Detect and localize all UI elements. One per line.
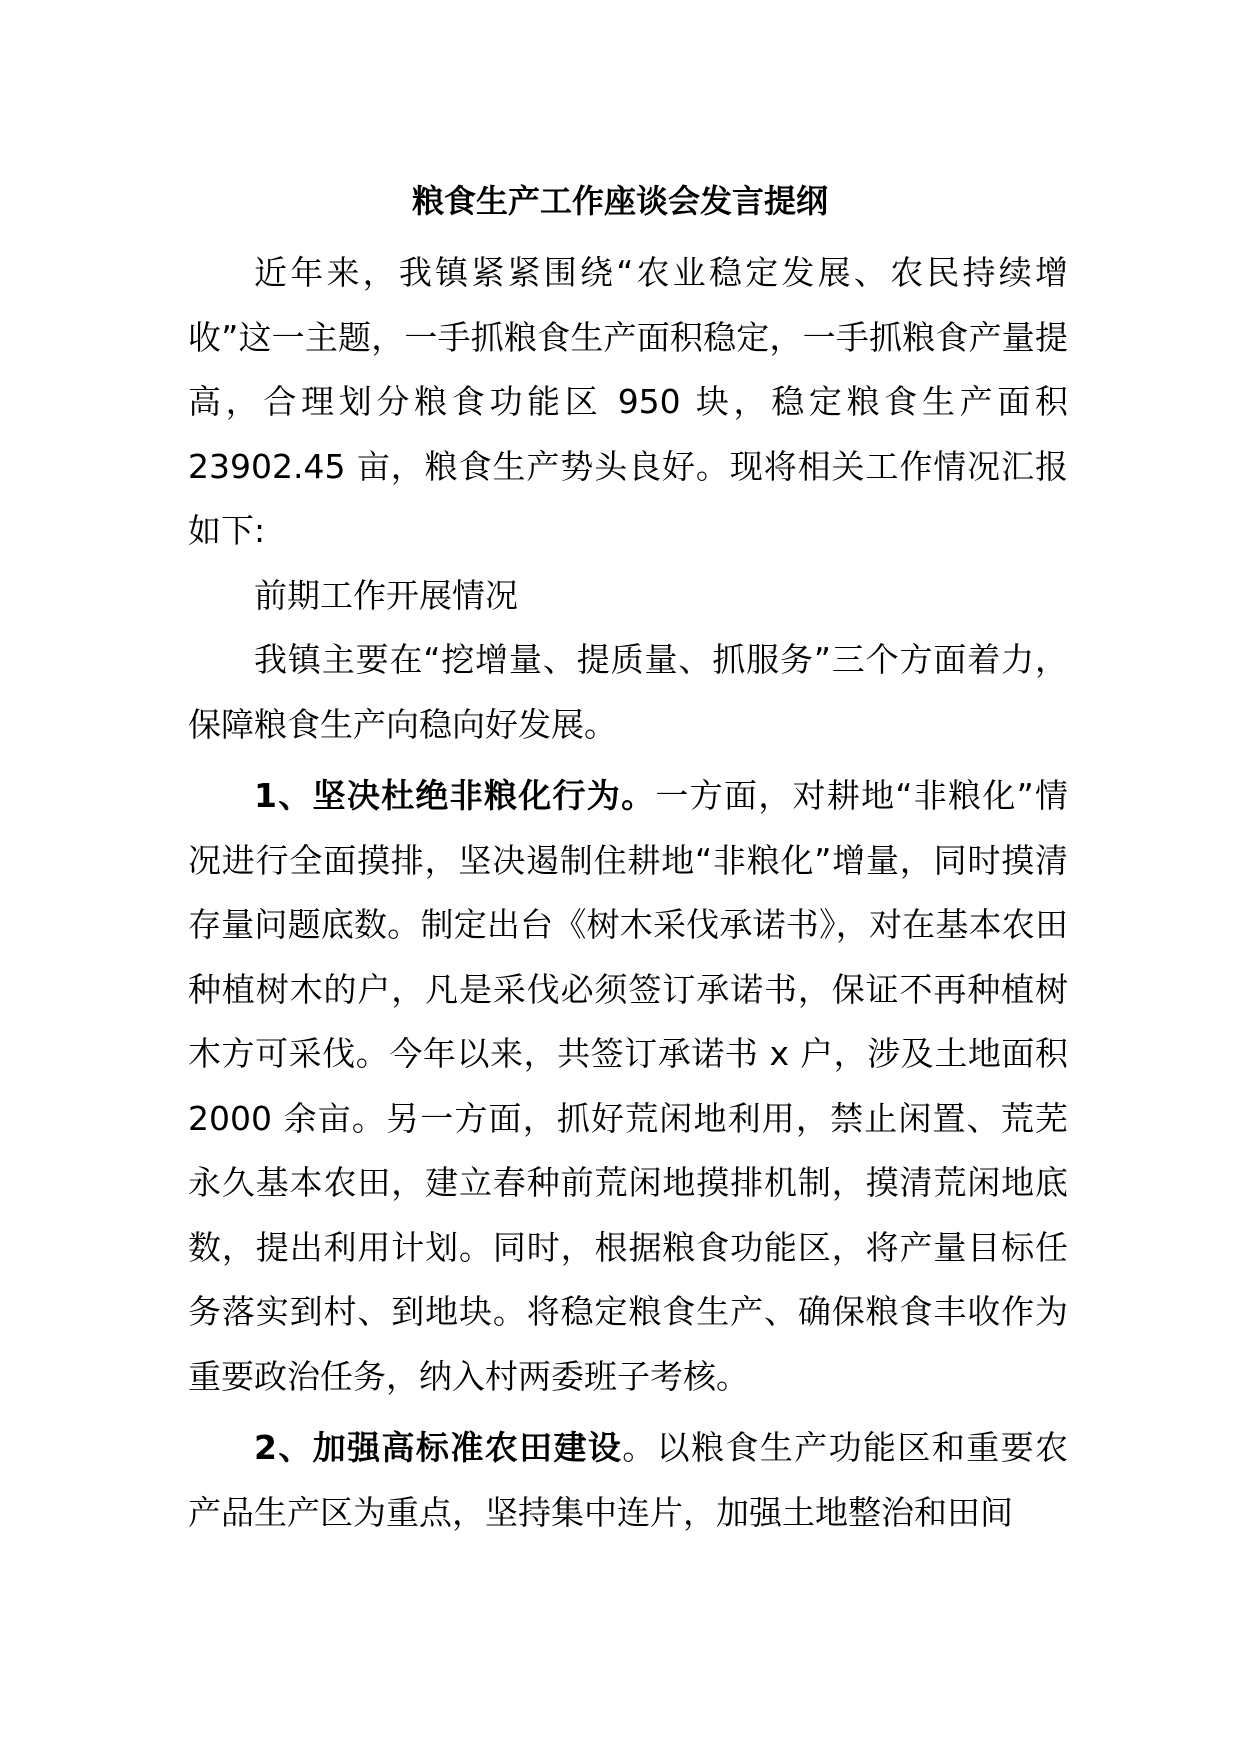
paragraph-text: 。以粮食生产功能区和重要农产品生产区为重点，坚持集中连片，加强土地整治和田间 — [188, 1428, 1068, 1532]
item-heading: 1、坚决杜绝非粮化行为。 — [254, 776, 656, 815]
paragraph-item-1 — [188, 764, 1068, 1409]
paragraph-text: 前期工作开展情况 — [254, 575, 518, 615]
paragraph-text: 我镇主要在“挖增量、提质量、抓服务”三个方面着力，保障粮食生产向稳向好发展。 — [188, 640, 1068, 744]
document-title: 粮食生产工作座谈会发言提纲 — [411, 182, 828, 220]
paragraph-text: 一方面，对耕地“非粮化”情况进行全面摸排，坚决遏制住耕地“非粮化”增量，同时摸清存量问题底数。制定出台《树木采伐承诺书》，对在基本农田种植树木的户，凡是采伐必须签订承诺书，保证不再种植树木方可采伐。今年以来，共签订承诺书 x 户，涉及土地面积 2000 余亩。另一方面，抓好荒闲地利用，禁止闲置、荒芜永久基本农田，建立春种前荒闲地摸排机制，摸清荒闲地底数，提出利用计划。同时，根据粮食功能区，将产量目标任务落实到村、到地块。将稳定粮食生产、确保粮食丰收作为重要政治任务，纳入村两委班子考核。 — [188, 776, 1068, 1396]
paragraph-section-heading — [188, 564, 1068, 629]
document-body — [188, 241, 1068, 1545]
paragraph-item-2 — [188, 1416, 1068, 1545]
paragraph-focus — [188, 628, 1068, 757]
item-heading: 2、加强高标准农田建设 — [254, 1428, 623, 1467]
paragraph-intro — [188, 241, 1068, 564]
paragraph-text: 近年来，我镇紧紧围绕“农业稳定发展、农民持续增收”这一主题，一手抓粮食生产面积稳定，一手抓粮食产量提高，合理划分粮食功能区 950 块，稳定粮食生产面积 23902.45 亩，粮食生产势头良好。现将相关工作情况汇报如下: — [188, 253, 1068, 550]
